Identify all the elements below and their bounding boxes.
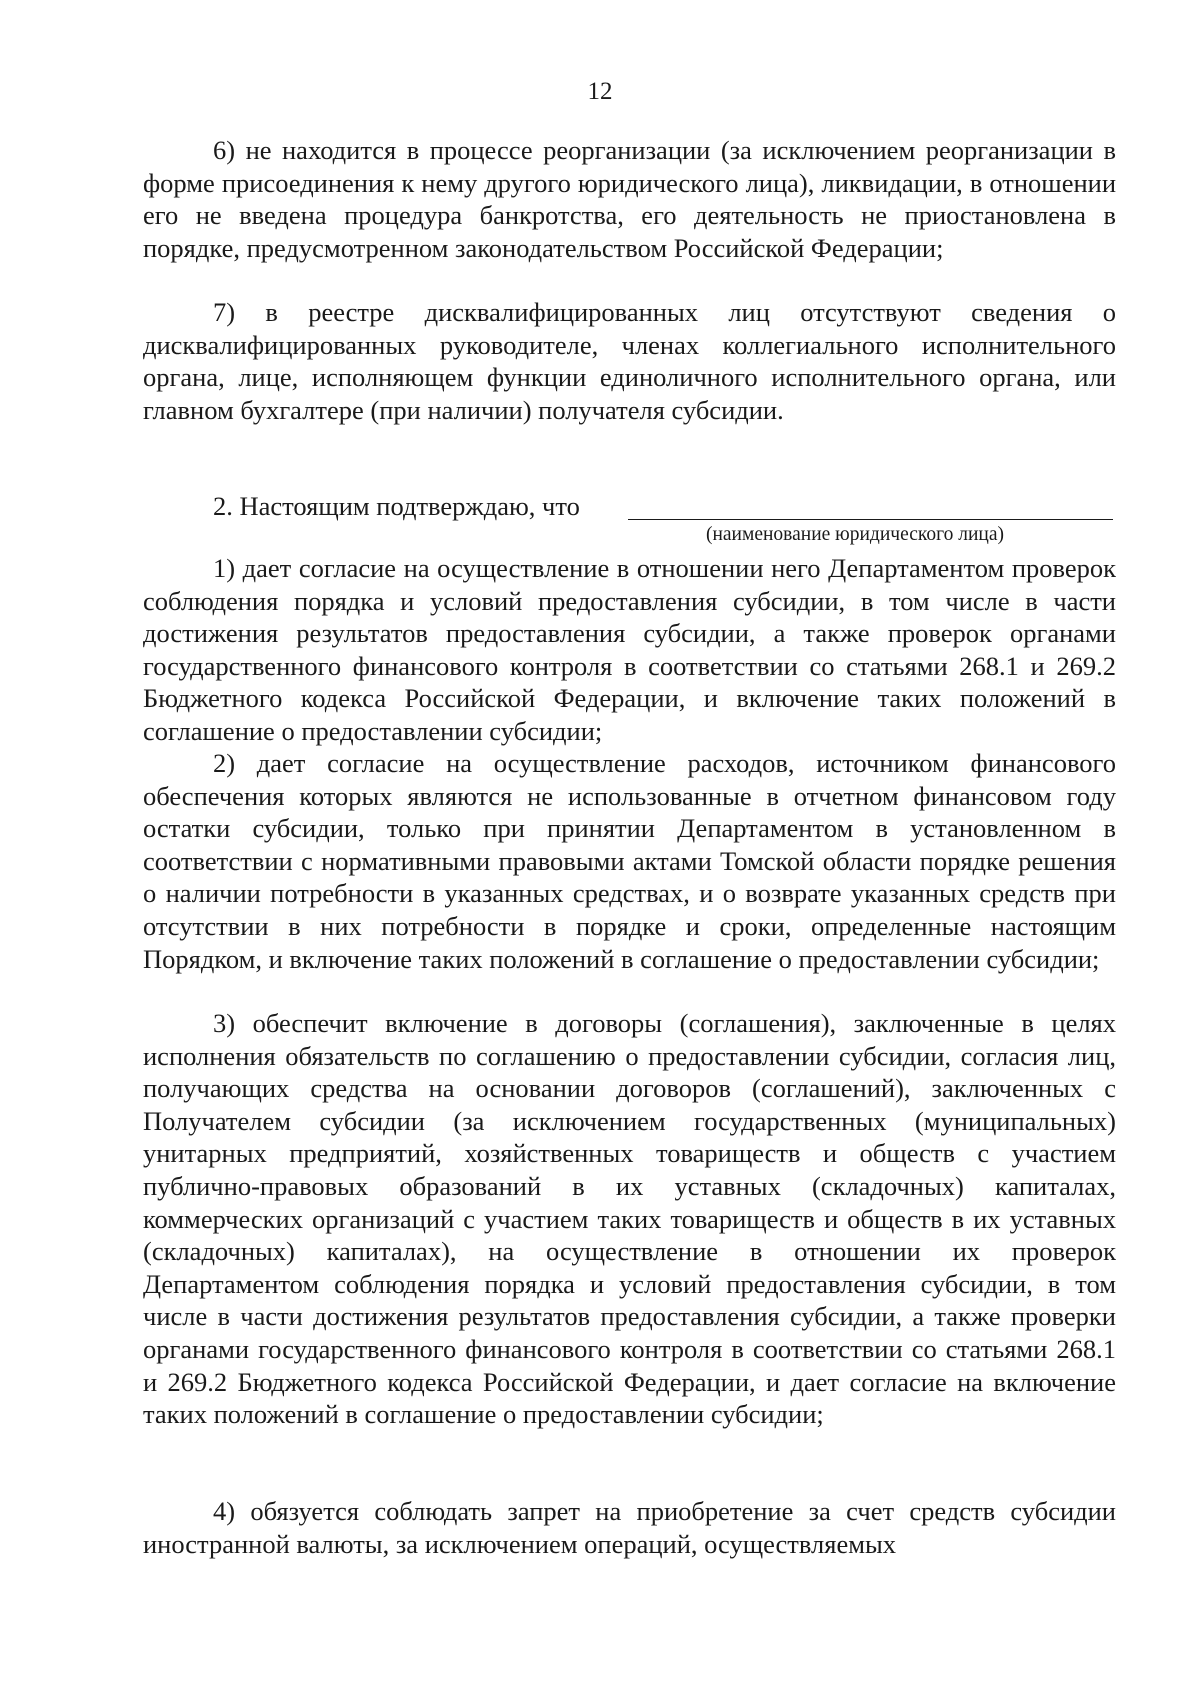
section-2-intro: 2. Настоящим подтверждаю, что — [213, 491, 580, 521]
page-number: 12 — [587, 78, 613, 105]
legal-entity-caption: (наименование юридического лица) — [705, 524, 1005, 545]
paragraph-item-2-3: 3) обеспечит включение в договоры (соглашения), заключенные в целях исполнения обязательств по соглашению о предоставлении субсидии, согласия лиц, получающих средства на основании договоров (соглашений), заключенных с Получателем субсидии (за исключением государственных (муниципальных) унитарных предприятий, хозяйственных товариществ и обществ с участием публично-правовых образований в их уставных (складочных) капиталах, коммерческих организаций с участием таких товариществ и обществ в их уставных (складочных) капиталах), на осуществление в отношении их проверок Департаментом соблюдения порядка и условий предоставления субсидии, в том числе в части достижения результатов предоставления субсидии, а также проверки органами государственного финансового контроля в соответствии со статьями 268.1 и 269.2 Бюджетного кодекса Российской Федерации, и дает согласие на включение таких положений в соглашение о предоставлении субсидии; — [143, 1008, 1116, 1430]
legal-entity-name-blank — [628, 519, 1113, 520]
paragraph-item-2-1: 1) дает согласие на осуществление в отношении него Департаментом проверок соблюдения порядка и условий предоставления субсидии, в том числе в части достижения результатов предоставления субсидии, а также проверок органами государственного финансового контроля в соответствии со статьями 268.1 и 269.2 Бюджетного кодекса Российской Федерации, и включение таких положений в соглашение о предоставлении субсидии; — [143, 553, 1116, 746]
confirmation-line — [213, 490, 1116, 522]
paragraph-item-6: 6) не находится в процессе реорганизации (за исключением реорганизации в форме присоединения к нему другого юридического лица), ликвидации, в отношении его не введена процедура банкротства, его деятельность не приостановлена в порядке, предусмотренном законодательством Российской Федерации; — [143, 135, 1116, 263]
paragraph-item-2-2: 2) дает согласие на осуществление расходов, источником финансового обеспечения которых являются не использованные в отчетном финансовом году остатки субсидии, только при принятии Департаментом в установленном в соответствии с нормативными правовыми актами Томской области порядке решения о наличии потребности в указанных средствах, и о возврате указанных средств при отсутствии в них потребности в порядке и сроки, определенные настоящим Порядком, и включение таких положений в соглашение о предоставлении субсидии; — [143, 748, 1116, 974]
paragraph-item-2-4: 4) обязуется соблюдать запрет на приобретение за счет средств субсидии иностранной валюты, за исключением операций, осуществляемых — [143, 1496, 1116, 1559]
paragraph-item-7: 7) в реестре дисквалифицированных лиц отсутствуют сведения о дисквалифицированных руководителе, членах коллегиального исполнительного органа, лице, исполняющем функции единоличного исполнительного органа, или главном бухгалтере (при наличии) получателя субсидии. — [143, 297, 1116, 425]
